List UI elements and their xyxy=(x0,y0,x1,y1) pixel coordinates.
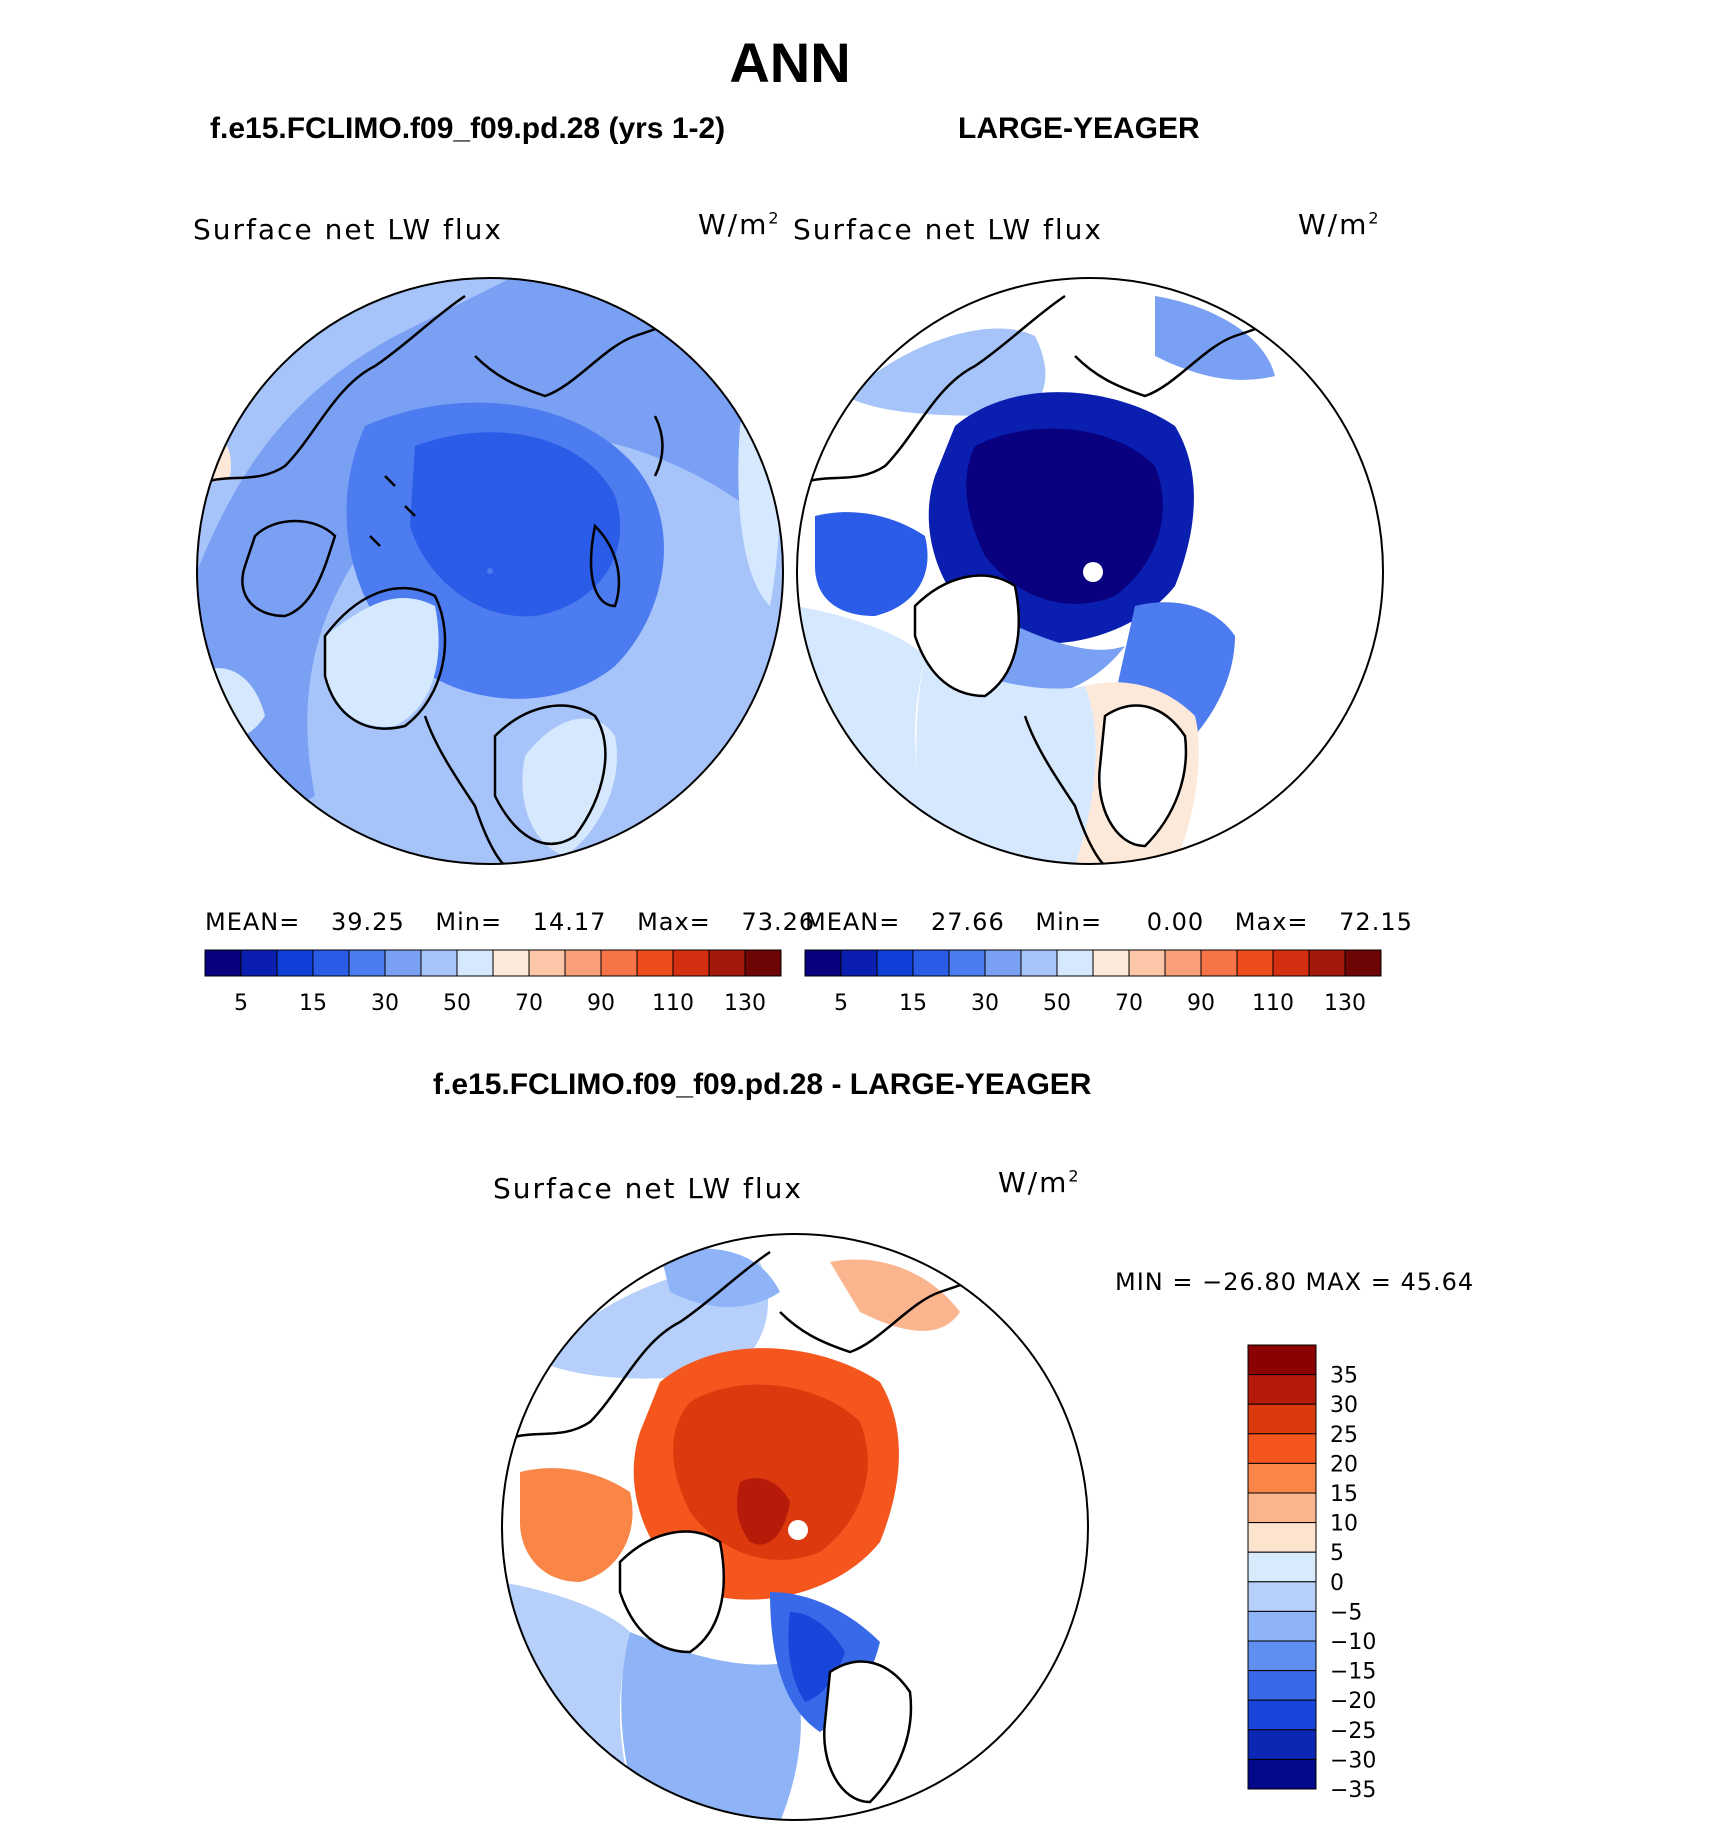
colorbar-left-swatch-4 xyxy=(349,950,385,976)
colorbar-left-tick-label: 110 xyxy=(652,991,694,1016)
case-title-right: LARGE-YEAGER xyxy=(958,112,1200,145)
colorbar-left-swatch-0 xyxy=(205,950,241,976)
colorbar-right-swatch-11 xyxy=(1201,950,1237,976)
diff-minmax: MIN = −26.80 MAX = 45.64 xyxy=(1115,1268,1475,1296)
colorbar-right-swatch-0 xyxy=(805,950,841,976)
colorbar-left-swatch-5 xyxy=(385,950,421,976)
colorbar-difference-tick-label: −25 xyxy=(1330,1718,1377,1744)
colorbar-right-tick-label: 15 xyxy=(899,991,927,1016)
colorbar-right-swatch-9 xyxy=(1129,950,1165,976)
colorbar-difference-tick-label: −5 xyxy=(1330,1600,1363,1626)
colorbar-left-swatch-12 xyxy=(637,950,673,976)
colorbar-difference-tick-label: 0 xyxy=(1330,1570,1344,1596)
colorbar-difference-swatch-8 xyxy=(1248,1582,1316,1612)
colorbar-left-swatch-13 xyxy=(673,950,709,976)
colorbar-difference-tick-label: 25 xyxy=(1330,1422,1358,1448)
colorbar-difference-tick-label: 15 xyxy=(1330,1482,1358,1507)
colorbar-left-swatch-8 xyxy=(493,950,529,976)
pole-marker-diff xyxy=(788,1520,808,1540)
colorbar-right-swatch-10 xyxy=(1165,950,1201,976)
stats-left: MEAN= 39.25 Min= 14.17 Max= 73.26 xyxy=(205,908,816,936)
pole-marker xyxy=(1083,562,1103,582)
colorbar-right-swatch-3 xyxy=(913,950,949,976)
colorbar-difference-swatch-9 xyxy=(1248,1611,1316,1641)
colorbar-difference-tick-label: 35 xyxy=(1330,1363,1358,1389)
colorbar-difference-swatch-0 xyxy=(1248,1345,1316,1375)
colorbar-difference-tick-label: 30 xyxy=(1330,1393,1358,1419)
colorbar-left-tick-label: 90 xyxy=(587,991,615,1016)
colorbar-difference-tick-label: −15 xyxy=(1330,1659,1377,1685)
colorbar-difference-tick-label: −20 xyxy=(1330,1689,1377,1715)
colorbar-difference-swatch-13 xyxy=(1248,1730,1316,1760)
colorbar-right-tick-label: 30 xyxy=(971,991,999,1016)
colorbar-difference-swatch-3 xyxy=(1248,1434,1316,1464)
colorbar-left-tick-label: 130 xyxy=(724,991,766,1016)
stats-right: MEAN= 27.66 Min= 0.00 Max= 72.15 xyxy=(805,908,1413,936)
colorbar-difference-swatch-1 xyxy=(1248,1375,1316,1405)
colorbar-difference-tick-label: −35 xyxy=(1330,1778,1377,1803)
colorbar-right-swatch-6 xyxy=(1021,950,1057,976)
colorbar-difference xyxy=(1248,1345,1388,1825)
polar-map-difference xyxy=(500,1232,1090,1822)
colorbar-left-swatch-15 xyxy=(745,950,781,976)
colorbar-difference-swatch-7 xyxy=(1248,1552,1316,1582)
polar-map-model xyxy=(195,276,785,866)
colorbar-left-tick-label: 50 xyxy=(443,991,471,1016)
colorbar-left-swatch-10 xyxy=(565,950,601,976)
colorbar-left-tick-label: 15 xyxy=(299,991,327,1016)
colorbar-right-swatch-15 xyxy=(1345,950,1381,976)
colorbar-right-tick-label: 110 xyxy=(1252,991,1294,1016)
colorbar-right-swatch-7 xyxy=(1057,950,1093,976)
colorbar-right-swatch-1 xyxy=(841,950,877,976)
colorbar-right-tick-label: 90 xyxy=(1187,991,1215,1016)
colorbar-left-swatch-6 xyxy=(421,950,457,976)
diff-variable-label: Surface net LW flux xyxy=(493,1172,803,1205)
colorbar-difference-swatch-10 xyxy=(1248,1641,1316,1671)
colorbar-right-tick-label: 130 xyxy=(1324,991,1366,1016)
colorbar-difference-swatch-5 xyxy=(1248,1493,1316,1523)
colorbar-difference-swatch-14 xyxy=(1248,1759,1316,1789)
variable-label-left: Surface net LW flux xyxy=(193,213,503,246)
colorbar-left-swatch-3 xyxy=(313,950,349,976)
colorbar-difference-tick-label: 20 xyxy=(1330,1452,1358,1478)
units-label-right: $W/m^2$ xyxy=(1298,208,1381,241)
colorbar-difference-swatch-12 xyxy=(1248,1700,1316,1730)
colorbar-left-tick-label: 5 xyxy=(234,991,248,1016)
colorbar-right-tick-label: 5 xyxy=(834,991,848,1016)
colorbar-left-swatch-9 xyxy=(529,950,565,976)
colorbar-left-tick-label: 30 xyxy=(371,991,399,1016)
colorbar-difference-swatch-4 xyxy=(1248,1463,1316,1493)
colorbar-difference-tick-label: −30 xyxy=(1330,1748,1377,1774)
colorbar-left-swatch-1 xyxy=(241,950,277,976)
colorbar-difference-tick-label: 10 xyxy=(1330,1511,1358,1537)
colorbar-difference-tick-label: 5 xyxy=(1330,1541,1344,1567)
colorbar-difference-swatch-2 xyxy=(1248,1404,1316,1434)
colorbar-difference-swatch-11 xyxy=(1248,1671,1316,1701)
colorbar-right-swatch-2 xyxy=(877,950,913,976)
units-label-left: $W/m^2$ xyxy=(698,208,781,241)
colorbar-difference-tick-label: −10 xyxy=(1330,1630,1377,1655)
case-title-left: f.e15.FCLIMO.f09_f09.pd.28 (yrs 1-2) xyxy=(210,112,726,145)
colorbar-left-swatch-14 xyxy=(709,950,745,976)
colorbar-right xyxy=(805,950,1375,1020)
colorbar-right-swatch-13 xyxy=(1273,950,1309,976)
diff-title: f.e15.FCLIMO.f09_f09.pd.28 - LARGE-YEAGER xyxy=(433,1068,1092,1101)
colorbar-left-swatch-11 xyxy=(601,950,637,976)
colorbar-right-tick-label: 70 xyxy=(1115,991,1143,1016)
colorbar-left-swatch-7 xyxy=(457,950,493,976)
colorbar-right-swatch-12 xyxy=(1237,950,1273,976)
colorbar-right-swatch-14 xyxy=(1309,950,1345,976)
colorbar-right-swatch-8 xyxy=(1093,950,1129,976)
colorbar-right-tick-label: 50 xyxy=(1043,991,1071,1016)
diff-units-label: $W/m^2$ xyxy=(998,1166,1081,1199)
variable-label-right: Surface net LW flux xyxy=(793,213,1103,246)
polar-map-obs xyxy=(795,276,1385,866)
colorbar-left-tick-label: 70 xyxy=(515,991,543,1016)
colorbar-right-swatch-5 xyxy=(985,950,1021,976)
colorbar-left-swatch-2 xyxy=(277,950,313,976)
page-title: ANN xyxy=(729,31,851,94)
colorbar-right-swatch-4 xyxy=(949,950,985,976)
colorbar-difference-swatch-6 xyxy=(1248,1523,1316,1553)
colorbar-left xyxy=(205,950,775,1020)
